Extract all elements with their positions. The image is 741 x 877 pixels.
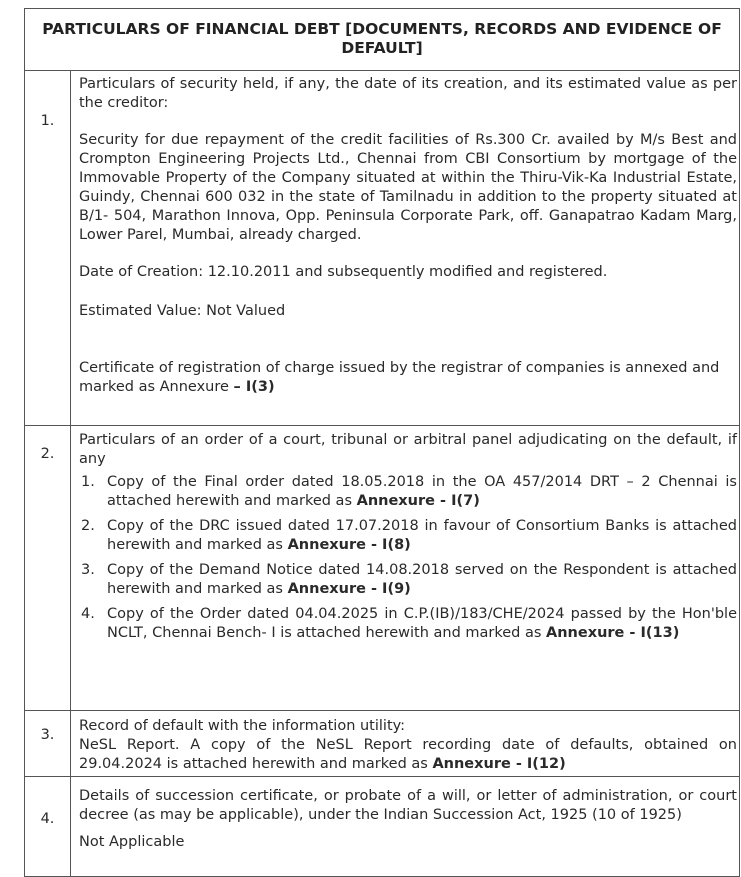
succession-question: Details of succession certificate, or probate of a will, or letter of administration, or court decree (as may be applicable), under the Indian Succession Act, 1925 (10 of 1925) (79, 788, 737, 823)
row-4-content (71, 777, 740, 877)
list-item: 1. Copy of the Final order dated 18.05.2018 in the OA 457/2014 DRT – 2 Chennai is attached herewith and marked as Annexure - I(7) (81, 474, 737, 509)
default-record-title: Record of default with the information utility: (79, 718, 406, 734)
security-details: Security for due repayment of the credit facilities of Rs.300 Cr. availed by M/s Best and Crompton Engineering Projects Ltd., Chennai from CBI Consortium by mortgage of the Immovable Property of the Company situated at within the Thiru-Vik-Ka Industrial Estate, Guindy, Chennai 600 032 in the state of Tamilnadu in addition to the property situated at B/1- 504, Marathon Innova, Opp. Peninsula Corporate Park, off. Ganapatrao Kadam Marg, Lower Parel, Mumbai, already charged. (79, 132, 737, 243)
estimated-value: Estimated Value: Not Valued (79, 303, 286, 319)
financial-debt-table (24, 8, 740, 877)
row-number: 1. (25, 71, 71, 426)
order-list (79, 473, 737, 643)
security-question: Particulars of security held, if any, the date of its creation, and its estimated value as per the creditor: (79, 76, 737, 111)
nesl-report: NeSL Report. A copy of the NeSL Report recording date of defaults, obtained on 29.04.2024 is attached herewith and marked as Annexure - I(12) (79, 737, 737, 772)
court-order-question: Particulars of an order of a court, tribunal or arbitral panel adjudicating on the default, if any (79, 432, 737, 467)
annexure-ref: Annexure - I(12) (432, 756, 566, 772)
date-of-creation: Date of Creation: 12.10.2011 and subsequently modified and registered. (79, 264, 608, 280)
list-item: 3. Copy of the Demand Notice dated 14.08.2018 served on the Respondent is attached herewith and marked as Annexure - I(9) (81, 562, 737, 597)
annexure-ref: Annexure - I(9) (287, 581, 411, 597)
list-item: 2. Copy of the DRC issued dated 17.07.2018 in favour of Consortium Banks is attached herewith and marked as Annexure - I(8) (81, 518, 737, 553)
annexure-ref: Annexure - I(8) (287, 537, 411, 553)
row-number: 4. (25, 777, 71, 877)
annexure-ref: – I(3) (233, 379, 275, 395)
row-number: 3. (25, 711, 71, 777)
row-1-content (71, 71, 740, 426)
list-item: 4. Copy of the Order dated 04.04.2025 in C.P.(IB)/183/CHE/2024 passed by the Hon'ble NCLT, Chennai Bench- I is attached herewith and marked as Annexure - I(13) (81, 606, 737, 641)
row-2-content (71, 426, 740, 711)
table-heading: PARTICULARS OF FINANCIAL DEBT [DOCUMENTS, RECORDS AND EVIDENCE OF DEFAULT] (25, 9, 740, 71)
charge-certificate: Certificate of registration of charge issued by the registrar of companies is annexed and marked as Annexure – I(3) (79, 360, 720, 395)
annexure-ref: Annexure - I(13) (546, 625, 680, 641)
succession-value: Not Applicable (79, 834, 185, 850)
row-3-content (71, 711, 740, 777)
row-number: 2. (25, 426, 71, 711)
annexure-ref: Annexure - I(7) (356, 493, 480, 509)
